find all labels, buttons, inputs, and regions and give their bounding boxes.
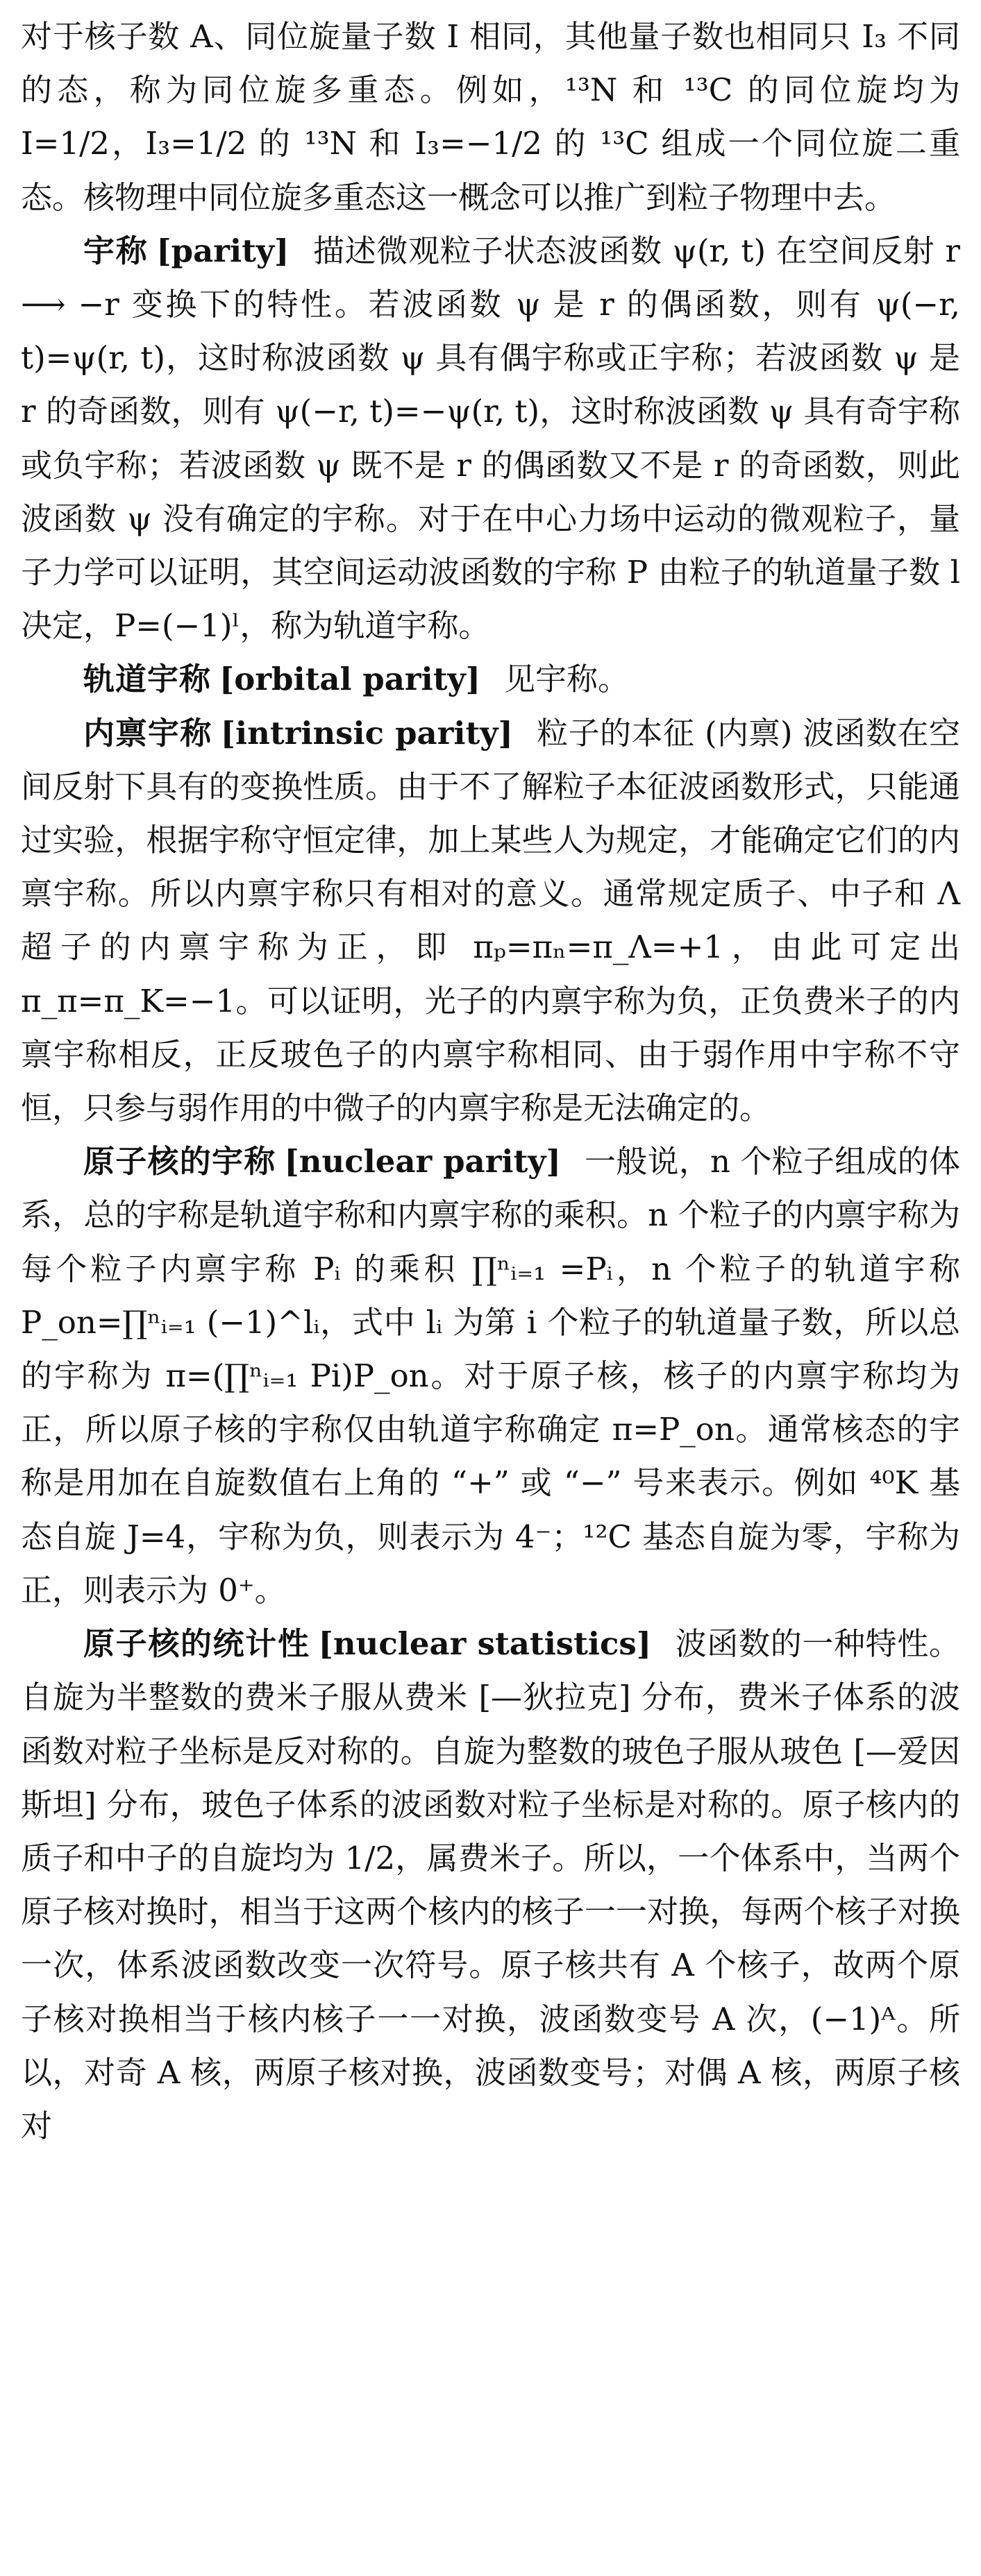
entry-body: 粒子的本征 (内禀) 波函数在空间反射下具有的变换性质。由于不了解粒子本征波函数形式，只能通过实验，根据宇称守恒定律，加上某些人为规定，才能确定它们的内禀宇称。所以内禀宇称只有相对的意义。通常规定质子、中子和 Λ 超子的内禀宇称为正，即 πₚ=πₙ=π_Λ=+1，由此可定出 π_π=π_K=−1。可以证明，光子的内禀宇称为负，正负费米子的内禀宇称相反，正反玻色子的内禀宇称相同、由于弱作用中宇称不守恒，只参与弱作用的中微子的内禀宇称是无法确定的。 — [21, 714, 960, 1127]
entry-body: 见宇称。 — [503, 661, 629, 698]
entry-orbital-parity — [21, 652, 960, 706]
entry-term-en: [nuclear statistics] — [318, 1625, 652, 1663]
entry-term-en: [parity] — [156, 232, 290, 269]
entry-term: 轨道宇称 — [83, 661, 212, 698]
entry-term-en: [intrinsic parity] — [220, 714, 513, 752]
entry-body: 一般说，n 个粒子组成的体系，总的宇称是轨道宇称和内禀宇称的乘积。n 个粒子的内禀宇称为每个粒子内禀宇称 Pᵢ 的乘积 ∏ⁿᵢ₌₁ =Pᵢ，n 个粒子的轨道宇称 P_on=∏ⁿᵢ₌₁ (−1)^lᵢ，式中 lᵢ 为第 i 个粒子的轨道量子数，所以总的宇称为 π=(∏ⁿᵢ₌₁ Pi)P_on。对于原子核，核子的内禀宇称均为正，所以原子核的宇称仅由轨道宇称确定 π=P_on。通常核态的宇称是用加在自旋数值右上角的 “+” 或 “−” 号来表示。例如 ⁴⁰K 基态自旋 J=4，宇称为负，则表示为 4⁻；¹²C 基态自旋为零，宇称为正，则表示为 0⁺。 — [21, 1143, 960, 1609]
entry-intrinsic-parity — [21, 706, 960, 1135]
entry-term-en: [orbital parity] — [219, 661, 480, 698]
entry-body: 描述微观粒子状态波函数 ψ(r, t) 在空间反射 r ⟶ −r 变换下的特性。若波函数 ψ 是 r 的偶函数，则有 ψ(−r, t)=ψ(r, t)，这时称波函数 ψ 具有偶宇称或正宇称；若波函数 ψ 是 r 的奇函数，则有 ψ(−r, t)=−ψ(r, t)，这时称波函数 ψ 具有奇宇称或负宇称；若波函数 ψ 既不是 r 的偶函数又不是 r 的奇函数，则此波函数 ψ 没有确定的宇称。对于在中心力场中运动的微观粒子，量子力学可以证明，其空间运动波函数的宇称 P 由粒子的轨道量子数 l 决定，P=(−1)ˡ，称为轨道宇称。 — [21, 232, 960, 645]
entry-nuclear-statistics — [21, 1617, 960, 2153]
paragraph-isospin-multiplet — [21, 10, 960, 224]
entry-body: 波函数的一种特性。自旋为半整数的费米子服从费米 [—狄拉克] 分布，费米子体系的波函数对粒子坐标是反对称的。自旋为整数的玻色子服从玻色 [—爱因斯坦] 分布，玻色子体系的波函数对粒子坐标是对称的。原子核内的质子和中子的自旋均为 1/2，属费米子。所以，一个体系中，当两个原子核对换时，相当于这两个核内的核子一一对换，每两个核子对换一次，体系波函数改变一次符号。原子核共有 A 个核子，故两个原子核对换相当于核内核子一一对换，波函数变号 A 次，(−1)ᴬ。所以，对奇 A 核，两原子核对换，波函数变号；对偶 A 核，两原子核对 — [21, 1625, 960, 2144]
entry-nuclear-parity — [21, 1135, 960, 1617]
paragraph-body: 对于核子数 A、同位旋量子数 I 相同，其他量子数也相同只 I₃ 不同的态，称为同位旋多重态。例如，¹³N 和 ¹³C 的同位旋均为 I=1/2，I₃=1/2 的 ¹³N 和 I₃=−1/2 的 ¹³C 组成一个同位旋二重态。核物理中同位旋多重态这一概念可以推广到粒子物理中去。 — [21, 18, 960, 216]
entry-term: 原子核的统计性 — [83, 1625, 310, 1663]
entry-term: 内禀宇称 — [83, 714, 212, 752]
entry-term: 宇称 — [83, 232, 149, 269]
entry-parity — [21, 224, 960, 653]
entry-term-en: [nuclear parity] — [284, 1143, 561, 1180]
entry-term: 原子核的宇称 — [83, 1143, 276, 1180]
